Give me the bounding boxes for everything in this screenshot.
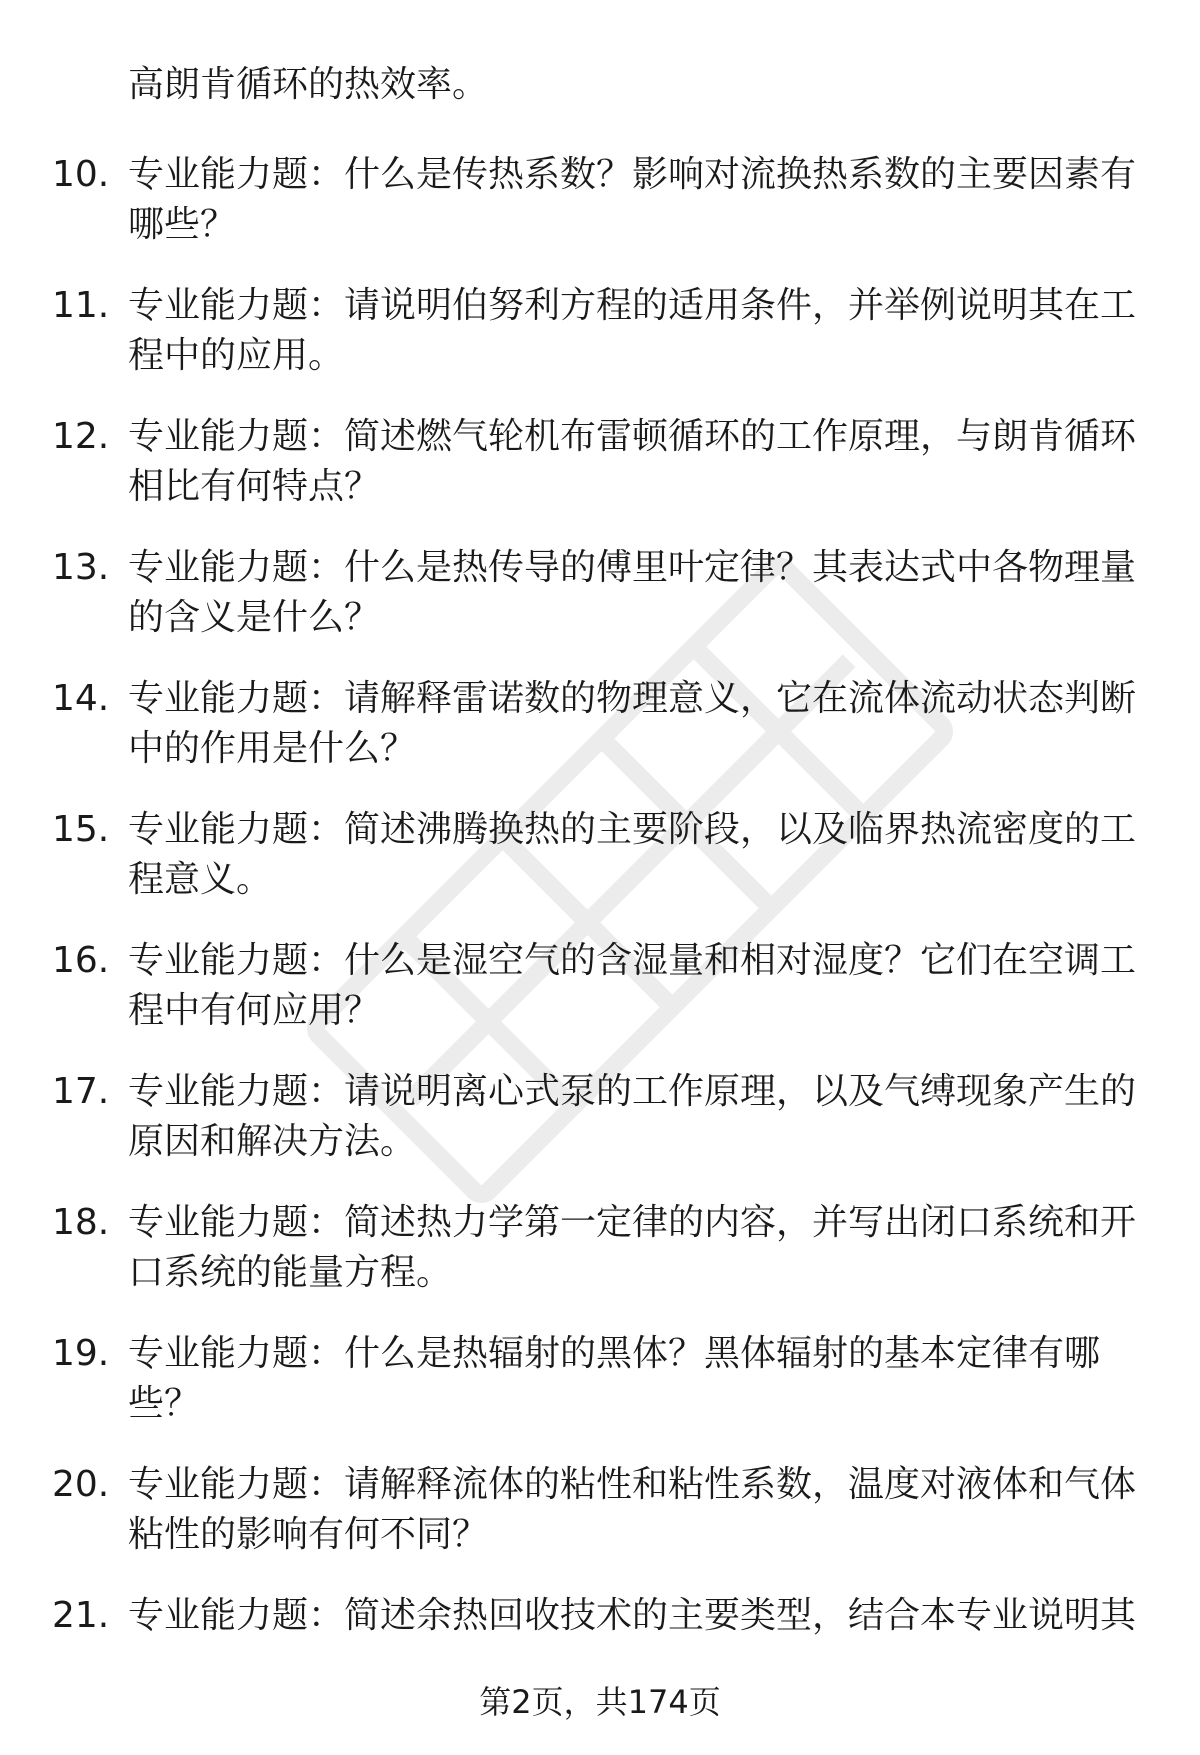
item-text: 专业能力题：请说明离心式泵的工作原理，以及气缚现象产生的原因和解决方法。	[128, 1071, 1137, 1162]
list-item	[52, 412, 1142, 512]
list-item	[52, 936, 1142, 1036]
item-number: 19.	[52, 1333, 110, 1374]
list-item	[52, 1198, 1142, 1298]
item-number: 18.	[52, 1202, 110, 1243]
item-number: 13.	[52, 547, 110, 588]
item-text: 专业能力题：简述余热回收技术的主要类型，结合本专业说明其	[128, 1595, 1137, 1636]
item-number: 11.	[52, 285, 110, 326]
list-item	[52, 281, 1142, 381]
item-text: 专业能力题：请解释流体的粘性和粘性系数，温度对液体和气体粘性的影响有何不同？	[128, 1464, 1137, 1555]
list-item	[52, 674, 1142, 774]
list-item	[52, 1591, 1142, 1641]
page-footer: 第2页，共174页	[479, 1683, 721, 1721]
list-item	[52, 1067, 1142, 1167]
list-item	[52, 543, 1142, 643]
continuation-text: 高朗肯循环的热效率。	[128, 64, 489, 105]
list-item	[52, 150, 1142, 250]
item-number: 10.	[52, 154, 110, 195]
item-text: 专业能力题：什么是热传导的傅里叶定律？其表达式中各物理量的含义是什么？	[128, 547, 1137, 638]
item-number: 17.	[52, 1071, 110, 1112]
item-number: 12.	[52, 416, 110, 457]
item-text: 专业能力题：请说明伯努利方程的适用条件，并举例说明其在工程中的应用。	[128, 285, 1137, 376]
item-number: 21.	[52, 1595, 110, 1636]
item-text: 专业能力题：简述热力学第一定律的内容，并写出闭口系统和开口系统的能量方程。	[128, 1202, 1137, 1293]
item-text: 专业能力题：什么是热辐射的黑体？黑体辐射的基本定律有哪些？	[128, 1333, 1101, 1424]
item-text: 专业能力题：简述燃气轮机布雷顿循环的工作原理，与朗肯循环相比有何特点？	[128, 416, 1137, 507]
item-text: 专业能力题：什么是传热系数？影响对流换热系数的主要因素有哪些？	[128, 154, 1137, 245]
list-item	[52, 1329, 1142, 1429]
item-number: 15.	[52, 809, 110, 850]
item-number: 16.	[52, 940, 110, 981]
item-number: 20.	[52, 1464, 110, 1505]
item-text: 专业能力题：请解释雷诺数的物理意义，它在流体流动状态判断中的作用是什么？	[128, 678, 1137, 769]
list-item	[52, 805, 1142, 905]
question-list	[52, 60, 1142, 1672]
item-text: 专业能力题：简述沸腾换热的主要阶段，以及临界热流密度的工程意义。	[128, 809, 1137, 900]
list-item	[52, 1460, 1142, 1560]
item-number: 14.	[52, 678, 110, 719]
item-text: 专业能力题：什么是湿空气的含湿量和相对湿度？它们在空调工程中有何应用？	[128, 940, 1137, 1031]
